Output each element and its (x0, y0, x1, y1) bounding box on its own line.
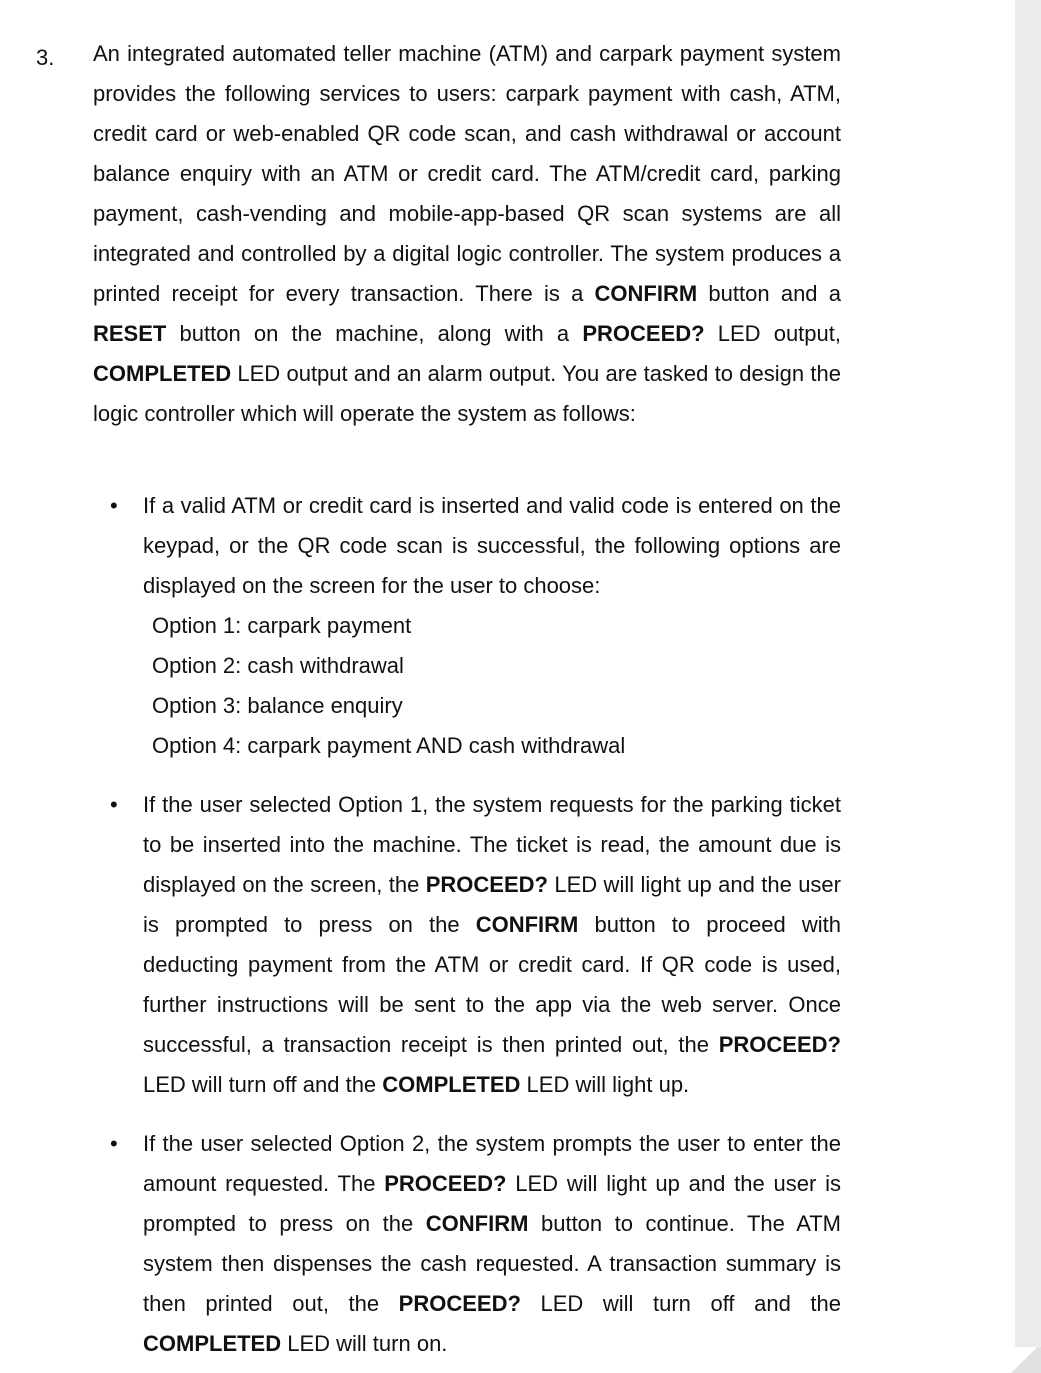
text-run: LED output and an alarm output. You are tasked to design the logic controller which will operate the system as follows: (93, 361, 841, 426)
question-number: 3. (36, 45, 55, 70)
bullet-marker: • (110, 1131, 118, 1156)
bold-term: CONFIRM (425, 1211, 529, 1236)
text-run: button on the machine, along with a (166, 321, 583, 346)
option-item: Option 3: balance enquiry (152, 693, 403, 718)
viewer-scroll-gutter (1015, 0, 1041, 1373)
bold-term: PROCEED? (384, 1171, 507, 1196)
bullet-marker: • (110, 493, 118, 518)
bold-term: COMPLETED (93, 361, 232, 386)
bullet-paragraph (143, 785, 841, 1105)
text-run: button and a (697, 281, 842, 306)
option-item: Option 2: cash withdrawal (152, 653, 404, 678)
bullet-marker: • (110, 792, 118, 817)
text-run: LED will light up. (520, 1072, 690, 1097)
text-run: LED output, (704, 321, 841, 346)
text-run: LED will turn off and the (143, 1072, 383, 1097)
text-run: button to proceed with deducting payment from the ATM or credit card. If QR code is used, further instructions will be sent to the app via the web server. Once successful, a transaction receipt is then printed out, the (143, 912, 841, 1057)
bullet-paragraph (143, 486, 841, 606)
bold-term: PROCEED? (425, 872, 548, 897)
question-intro-paragraph (93, 34, 841, 434)
text-run: LED will turn off and the (520, 1291, 841, 1316)
option-item: Option 1: carpark payment (152, 613, 412, 638)
text-run: LED will turn on. (281, 1331, 448, 1356)
text-run: LED will light up and the user is prompted to press on the (143, 1171, 841, 1236)
text-run: If a valid ATM or credit card is inserted and valid code is entered on the keypad, or the QR code scan is successful, the following options are displayed on the screen for the user to choose: (143, 493, 841, 598)
bold-term: CONFIRM (594, 281, 698, 306)
bold-term: CONFIRM (475, 912, 579, 937)
text-run: An integrated automated teller machine (ATM) and carpark payment system provides the following services to users: carpark payment with cash, ATM, credit card or web-enabled QR code scan, and cash withdrawal or account balance enquiry with an ATM or credit card. The ATM/credit card, parking payment, cash-vending and mobile-app-based QR scan systems are all integrated and controlled by a digital logic controller. The system produces a printed receipt for every transaction. There is a (93, 41, 841, 306)
bold-term: PROCEED? (718, 1032, 841, 1057)
text-run: button to continue. The ATM system then dispenses the cash requested. A transaction summary is then printed out, the (143, 1211, 842, 1316)
bold-term: PROCEED? (398, 1291, 521, 1316)
bold-term: PROCEED? (582, 321, 705, 346)
option-item: Option 4: carpark payment AND cash withdrawal (152, 733, 626, 758)
text-run: If the user selected Option 1, the system requests for the parking ticket to be inserted into the machine. The ticket is read, the amount due is displayed on the screen, the (143, 792, 841, 897)
bold-term: COMPLETED (143, 1331, 282, 1356)
bold-term: COMPLETED (382, 1072, 521, 1097)
page-curl-corner (1007, 1347, 1041, 1373)
text-run: LED will light up and the user is prompted to press on the (143, 872, 841, 937)
bullet-paragraph (143, 1124, 841, 1364)
text-run: If the user selected Option 2, the system prompts the user to enter the amount requested. The (143, 1131, 841, 1196)
bold-term: RESET (93, 321, 167, 346)
